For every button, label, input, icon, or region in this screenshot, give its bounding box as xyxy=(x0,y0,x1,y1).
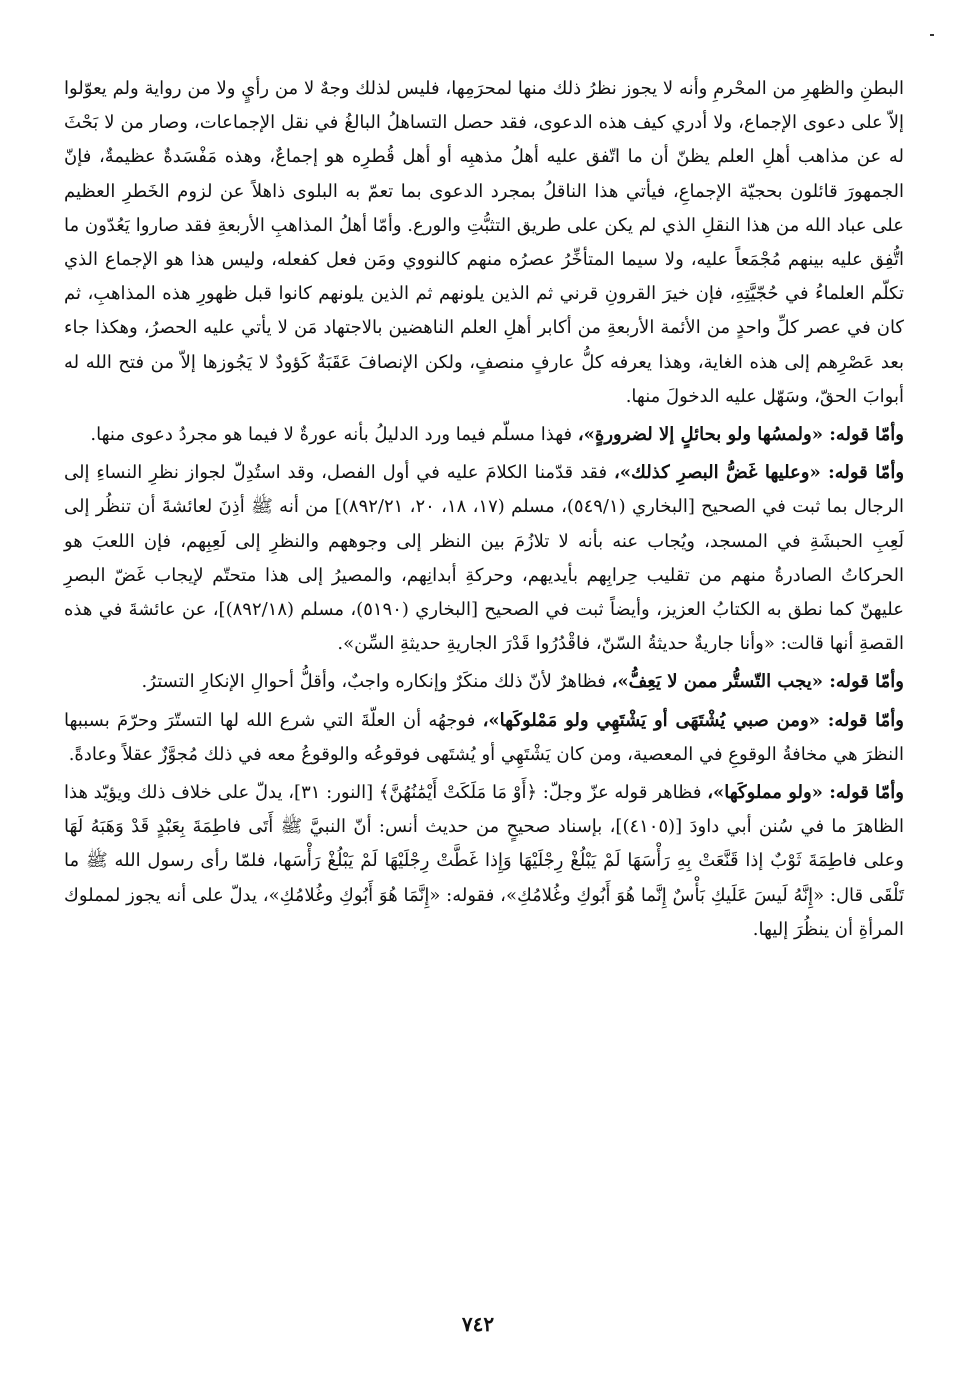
paragraph-3 xyxy=(64,456,904,661)
paragraph-lead: وأمّا قوله: «يجب التّستُّر ممن لا يَعِفُّ»، xyxy=(611,671,904,693)
paragraph-lead: وأمّا قوله: «ولو مملوكَها»، xyxy=(707,782,904,804)
paragraph-2 xyxy=(64,418,904,452)
paragraph-lead: وأمّا قوله: «وعليها غَضُّ البصرِ كذلك»، xyxy=(614,462,905,484)
paragraph-text: البطنِ والظهرِ من المحْرمِ وأنه لا يجوز نظرُ ذلك منها لمحرَمِها، فليس لذلك وجهٌ لا من رأيٍ ولا من رواية ولم يعوّلوا إلاّ على دعوى الإجماع، ولا أدري كيف هذه الدعوى، فقد حصل التساهلُ البالغُ في نقل الإجماعات، وصار من لا بَحْثَ له عن مذاهب أهلِ العلم يظنّ أن ما اتّفق عليه أهلُ مذهبِه أو أهل قُطرِه هو إجماعٌ، وهذه مَفْسَدةٌ عظيمةٌ، فإنّ الجمهورَ قائلون بحجيّة الإجماعِ، فيأتي هذا الناقلُ بمجرد الدعوى بما تعمّ به البلوى ذاهلاً عن لزوم الخَطرِ العظيم على عباد الله من هذا النقلِ الذي لم يكن على طريق التثبُّتِ والورع. وأمّا أهلُ المذاهبِ الأربعةِ فقد صاروا يَعُدّون ما اتُّفِق عليه بينهم مُجْمَعاً عليه، ولا سيما المتأخِّرُ عصرُه منهم كالنووي ومَن فعل كفعله، وليس هذا هو الإجماع الذي تكلّم العلماءُ في حُجّيَّتِهِ، فإن خيرَ القرونِ قرني ثم الذين يلونهم ثم الذين يلونهم كانوا قبل ظهورِ هذه المذاهبِ، ثم كان في عصر كلِّ واحدٍ من الأئمة الأربعةِ من أكابر أهلِ العلم الناهضين بالاجتهاد مَن لا يأتي عليه الحصرُ، وهكذا جاء بعد عَصْرِهم إلى هذه الغاية، وهذا يعرفه كلُّ عارفٍ منصفٍ، ولكن الإنصافَ عَقَبَةٌ كَؤودٌ لا يَجُوزها إلاّ من فتح الله له أبوابَ الحقّ، وسَهّل عليه الدخولَ منها. xyxy=(64,78,904,407)
paragraph-5 xyxy=(64,704,904,772)
paragraph-text: فظاهرٌ لأنّ ذلك منكَرٌ وإنكاره واجبٌ، وأقلُّ أحوالِ الإنكارِ التسترُ. xyxy=(141,671,612,693)
paragraph-lead: وأمّا قوله: «ولمسُها ولو بحائلٍ إلا لضرورةٍ»، xyxy=(577,424,904,446)
page-number: ٧٤٢ xyxy=(461,1312,495,1336)
paragraph-1 xyxy=(64,72,904,414)
paragraph-text: فقد قدّمنا الكلامَ عليه في أول الفصل، وقد استُدِلّ لجواز نظرِ النساءِ إلى الرجال بما ثبت في الصحيح [البخاري (٥٤٩/١)، مسلم (١٧، ١٨، ٢٠، ٨٩٢/٢١)] من أنه ﷺ أذِنَ لعائشةَ أن تنظُر إلى لَعِبِ الحبشَةِ في المسجد، ويُجاب عنه بأنه لا تلازُمَ بين النظر إلى وجوههم والنظرِ إلى لَعِبِهم، فإن اللعبَ هو الحركاتُ الصادرةُ منهم من تقليب حِرابِهم بأيديهم، وحركةِ أبدانِهم، والمصيرُ إلى هذا متحتّم لإيجاب غَضّ البصرِ عليهنّ كما نطق به الكتابُ العزيز، وأيضاً ثبت في الصحيح [البخاري (٥١٩٠)، مسلم (٨٩٢/١٨)]، عن عائشةَ في هذه القصةِ أنها قالت: «وأنا جاريةٌ حديثةُ السّنّ، فاقْدُرُوا قَدْرَ الجاريةِ حديثةِ السِّن». xyxy=(64,462,904,655)
margin-mark xyxy=(930,34,934,36)
paragraph-text: فظاهر قوله عزّ وجلّ: ﴿أَوْ مَا مَلَكَتْ أَيْمَٰنُهُنَّ﴾ [النور: ٣١]، يدلّ على خلاف ذلك ويؤيّد هذا الظاهرَ ما في سُنن أبي داودَ [(٤١٠٥)]، بإسناد صحيحٍ من حديث أنس: أنّ النبيَّ ﷺ أَتَى فاطِمَةَ بِعَبْدٍ قَدْ وَهَبَهُ لَهَا وعلى فاطِمَةَ ثَوْبٌ إذا قَنَّعَتْ بِهِ رَأْسَهَا لَمْ يَبْلُغْ رِجْلَيْهَا وَإِذا غَطَّتْ رِجْلَيْهَا لَمْ يَبْلُغْ رَأْسَها، فلمّا رأى رسول الله ﷺ ما تَلْقَى قال: «إِنَّهُ لَيسَ عَلَيكِ بَأْسٌ إِنَّما هُوَ أَبُوكِ وغُلامُكِ»، فقوله: «إِنَّمَا هُوَ أَبُوكِ وغُلامُكِ»، يدلّ على أنه يجوز لمملوك المرأةِ أن ينظُرَ إليها. xyxy=(64,782,904,940)
paragraph-lead: وأمّا قوله: «ومن صبي يُشْتَهَى أو يَشْتَهِي ولو مَمْلوكَها»، xyxy=(482,709,904,731)
paragraph-6 xyxy=(64,776,904,947)
paragraph-text: فهذا مسلّم فيما ورد الدليلُ بأنه عورةٌ لا فيما هو مجردُ دعوى منها. xyxy=(90,424,578,446)
body-text xyxy=(64,72,904,951)
paragraph-4 xyxy=(64,665,904,699)
paragraph-text: فوجهُه أن العلّةَ التي شرع الله لها التستّرَ وحرّمَ بسببها النظرَ هي مخافةُ الوقوعِ في المعصية، ومن كان يَشْتَهِي أو يُشتَهى فوقوعُه والوقوعُ معه في ذلك مُجوَّزٌ عقلاً وعادةً. xyxy=(64,709,904,765)
